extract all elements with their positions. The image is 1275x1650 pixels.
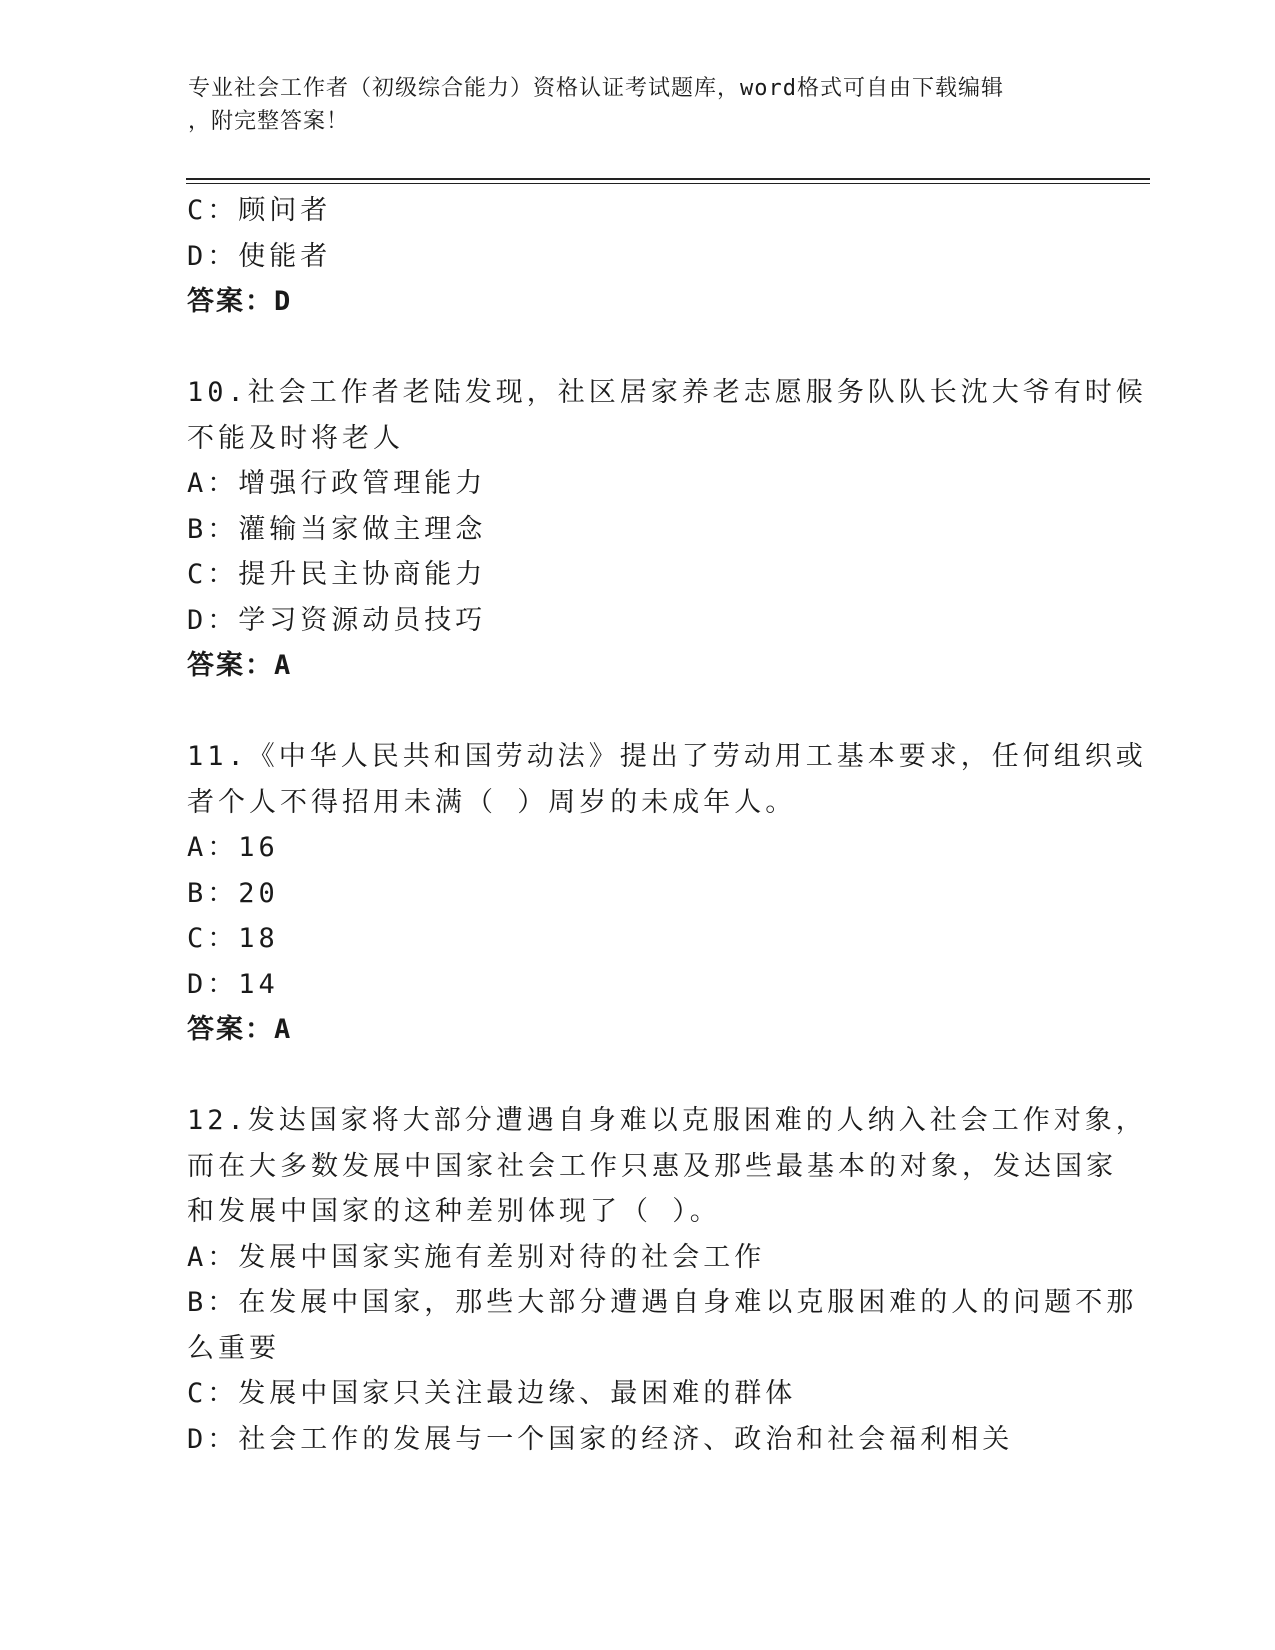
q10-stem-line-2: 不能及时将老人 bbox=[187, 422, 404, 454]
spacer bbox=[187, 1053, 1087, 1099]
q12-option-b-line-2: 么重要 bbox=[187, 1332, 280, 1364]
q9-option-c: C：顾问者 bbox=[187, 195, 332, 226]
header-title-line-1: 专业社会工作者（初级综合能力）资格认证考试题库，word格式可自由下载编辑 bbox=[188, 76, 1004, 101]
q12-option-b-line-1: B：在发展中国家，那些大部分遭遇自身难以克服困难的人的问题不那 bbox=[187, 1287, 1138, 1318]
question-list bbox=[187, 188, 1147, 1462]
q10-answer: 答案：A bbox=[187, 650, 293, 681]
page-header bbox=[188, 72, 1078, 138]
header-title-line-2: ，附完整答案！ bbox=[188, 109, 350, 134]
q10-option-b: B：灌输当家做主理念 bbox=[187, 513, 487, 545]
question-10 bbox=[187, 370, 1147, 689]
question-12 bbox=[187, 1098, 1147, 1462]
q10-option-a: A：增强行政管理能力 bbox=[187, 468, 487, 499]
q12-stem-line-2: 而在大多数发展中国家社会工作只惠及那些最基本的对象，发达国家 bbox=[187, 1150, 1117, 1182]
q11-option-c: C：18 bbox=[187, 923, 279, 954]
q11-option-a: A：16 bbox=[187, 832, 279, 863]
q12-option-d: D：社会工作的发展与一个国家的经济、政治和社会福利相关 bbox=[187, 1423, 1014, 1455]
q10-stem-line-1: 10.社会工作者老陆发现，社区居家养老志愿服务队队长沈大爷有时候 bbox=[187, 377, 1147, 408]
q10-option-c: C：提升民主协商能力 bbox=[187, 559, 487, 590]
q11-option-b: B：20 bbox=[187, 877, 279, 909]
q12-option-a: A：发展中国家实施有差别对待的社会工作 bbox=[187, 1241, 766, 1273]
q9-answer: 答案：D bbox=[187, 286, 293, 317]
header-rule-thin bbox=[186, 183, 1150, 184]
q10-option-d: D：学习资源动员技巧 bbox=[187, 604, 487, 636]
spacer bbox=[187, 689, 1087, 735]
q11-answer: 答案：A bbox=[187, 1014, 293, 1045]
question-11 bbox=[187, 734, 1147, 1053]
q11-stem-line-2: 者个人不得招用未满（ ）周岁的未成年人。 bbox=[187, 786, 797, 818]
q12-stem-line-1: 12.发达国家将大部分遭遇自身难以克服困难的人纳入社会工作对象， bbox=[187, 1105, 1147, 1136]
header-rule-thick bbox=[186, 178, 1150, 180]
question-9 bbox=[187, 188, 1087, 325]
q12-option-c: C：发展中国家只关注最边缘、最困难的群体 bbox=[187, 1378, 797, 1409]
q9-option-d: D：使能者 bbox=[187, 240, 332, 272]
q12-stem-line-3: 和发展中国家的这种差别体现了（ ）。 bbox=[187, 1196, 721, 1227]
q11-stem-line-1: 11.《中华人民共和国劳动法》提出了劳动用工基本要求，任何组织或 bbox=[187, 741, 1147, 772]
spacer bbox=[187, 325, 1087, 371]
q11-option-d: D：14 bbox=[187, 968, 279, 1000]
